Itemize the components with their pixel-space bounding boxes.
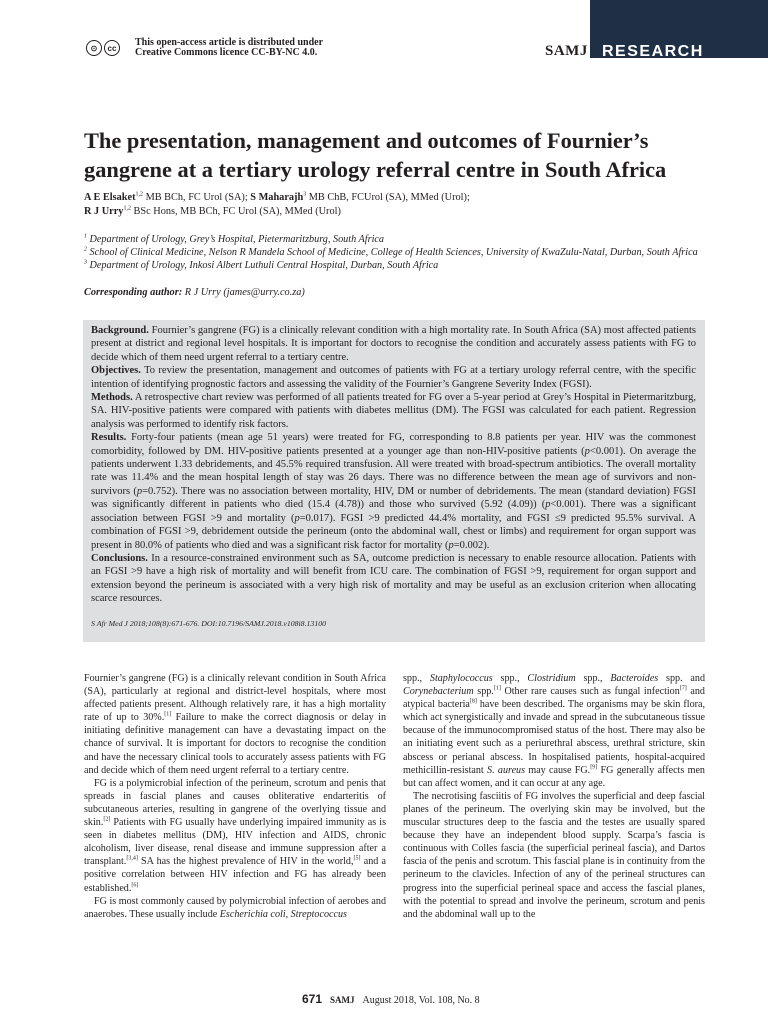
reference[interactable]: [2] <box>103 816 111 823</box>
corresponding-author <box>84 286 305 299</box>
text-run: and atypical bacteria <box>403 686 705 711</box>
reference[interactable]: [1] <box>164 711 172 718</box>
text-run: Fournier’s gangrene (FG) is a clinically relevant condition in South Africa (SA), particularly at regional and district-level hospitals, where most affected patients present. Although relatively rare, it has a high mortality rate of up to 30%. <box>84 673 386 724</box>
author-list <box>84 191 724 219</box>
text-run: may cause FG. <box>525 764 591 776</box>
abstract-heading: Methods. <box>91 392 133 404</box>
affiliation-number: 3 <box>84 259 87 266</box>
affiliation <box>84 246 724 259</box>
affiliation-text: Department of Urology, Grey’s Hospital, Pietermaritzburg, South Africa <box>87 234 385 245</box>
affiliation <box>84 259 724 272</box>
body-column-left <box>84 672 386 921</box>
affiliation-list <box>84 233 724 272</box>
journal-name: SAMJ <box>545 43 588 59</box>
species-name: Bacteroides <box>610 673 659 684</box>
text-run: spp., Staphylococcus <box>403 673 493 684</box>
text-run: spp., <box>575 673 611 684</box>
footer-issue: August 2018, Vol. 108, No. 8 <box>362 995 480 1006</box>
text-run: spp. and <box>658 673 705 684</box>
license-line-2: Creative Commons licence CC-BY-NC 4.0. <box>135 47 318 58</box>
abstract-conclusions <box>91 552 696 606</box>
affiliation-number: 1 <box>84 233 87 240</box>
affiliation <box>84 233 724 246</box>
text-run: FG is a polymicrobial infection of the perineum, scrotum and penis that spreads in fascial planes and causes obliterative endarteritis of subcutaneous arteries, resulting in gangrene of the overlying tissue and skin. <box>84 777 386 829</box>
abstract-heading: Background. <box>91 325 149 336</box>
abstract-body: Fournier’s gangrene (FG) is a clinically relevant condition with a high mortality rate. In South Africa (SA) most affected patients present at district and regional level hospitals. It is important for doctors to recognise the condition and accurately assess patients with FG to decide which of them need urgent referral to a tertiary centre. <box>91 325 696 363</box>
abstract-background <box>91 324 696 364</box>
page-number: 671 <box>302 992 323 1006</box>
text-run: Patients with FG usually have underlying impaired immunity as is seen in diabetes mellitus (DM), HIV infection and AIDS, chronic alcoholism, liver disease, renal disease and immune suppression after a transplant. <box>84 817 386 868</box>
reference[interactable]: [6] <box>131 882 139 889</box>
corresponding-label: Corresponding author: <box>84 287 183 298</box>
abstract-results <box>91 431 696 552</box>
reference[interactable]: [8] <box>469 698 477 705</box>
author-name: R J Urry <box>84 206 124 217</box>
affiliation-text: School of Clinical Medicine, Nelson R Mandela School of Medicine, College of Health Sciences, University of KwaZulu-Natal, Durban, South Africa <box>87 247 698 258</box>
reference[interactable]: [1] <box>493 685 501 692</box>
text-run: SA has the highest prevalence of HIV in the world, <box>137 856 354 868</box>
species-name: Clostridium <box>527 673 576 684</box>
license-icons <box>86 40 120 56</box>
text-run: Failure to make the correct diagnosis or delay in initiating definitive management can have a devastating impact on the chance of survival. It is important for doctors to recognise the condition and have the necessary clinical tools to accurately assess patients with FG and decide which of them need urgent referral to a tertiary centre. <box>84 712 386 776</box>
paragraph: The necrotising fasciitis of FG involves the superficial and deep fascial planes of the perineum. The overlying skin may be involved, but the muscular structures deep to the fascia and the testes are usually spared because they have an independent blood supply. Scarpa’s fascia is continuous with Colles fascia (the superficial perineal fascia), and Dartos fascia of the penis and scrotum. This fascial plane is in continuity from the perineum to the clavicles. Infection of any of the perineal structures can progress into the superficial perineal space and access the fascial planes, with the potential to spread and involve the perineum, scrotum and penis and the abdominal wall up to the <box>403 790 705 920</box>
abstract-body: To review the presentation, management and outcomes of patients with FG at a tertiary urology referral centre, with the specific intention of identifying prognostic factors and assessing the validity of the Fournier’s Gangrene Severity Index (FGSI). <box>91 365 696 390</box>
abstract-box <box>83 320 705 642</box>
paragraph <box>84 777 386 895</box>
abstract-heading: Objectives. <box>91 365 141 377</box>
affiliation-text: Department of Urology, Inkosi Albert Luthuli Central Hospital, Durban, South Africa <box>87 260 439 271</box>
abstract-body: Forty-four patients (mean age 51 years) were treated for FG, corresponding to 8.8 patients per year. HIV was the commonest comorbidity, followed by DM. HIV-positive patients presented at a younger age than non-HIV-positive patients (p<0.001). On average the patients underwent 1.33 debridements, and 45.5% required transfusion. All were treated with broad-spectrum antibiotics. The overall mortality rate was 11.4% and the mean hospital length of stay was 26 days. There was no difference between the mean age of survivors and non-survivors (p=0.752). There was no association between mortality, HIV, DM or number of debridements. The mean (standard deviation) FGSI was significantly different in patients who died (15.4 (4.78)) and those who survived (5.92 (4.09)) (p<0.001). There was a significant association between FGSI >9 and mortality (p=0.017). FGSI >9 predicted 44.4% mortality, and FGSI ≤9 predicted 95.5% survival. A combination of FGSI >9, debridement outside the perineum (onto the abdominal wall, chest or limbs) and requirement for organ support was present in 80.0% of patients who died and was a significant risk factor for mortality (p=0.002). <box>91 432 696 551</box>
abstract-text <box>91 324 696 606</box>
author-affil-ref: 1,2 <box>123 205 131 212</box>
abstract-methods <box>91 391 696 431</box>
section-label: RESEARCH <box>602 43 704 60</box>
corresponding-value: R J Urry (james@urry.co.za) <box>182 287 305 298</box>
author-name: S Maharajh <box>250 192 304 203</box>
footer-journal: SAMJ <box>330 995 355 1005</box>
license-line-1: This open-access article is distributed under <box>135 37 324 48</box>
paragraph <box>84 672 386 777</box>
text-run: FG is most commonly caused by polymicrobial infection of aerobes and anaerobes. These usually include <box>84 895 386 920</box>
open-access-icon: ⊙ <box>86 40 102 56</box>
license-notice <box>135 38 323 58</box>
text-run: spp., <box>492 673 528 684</box>
species-name: Escherichia coli, Streptococcus <box>219 908 347 920</box>
abstract-heading: Results. <box>91 432 127 444</box>
reference[interactable]: [3,4] <box>126 855 138 862</box>
author-name: A E Elsaket <box>84 192 136 203</box>
species-name: S. aureus <box>487 764 526 776</box>
article-title: The presentation, management and outcomes of Fournier’s gangrene at a tertiary urology referral centre in South Africa <box>84 128 667 182</box>
creative-commons-icon: cc <box>104 40 120 56</box>
abstract-body: In a resource-constrained environment such as SA, outcome prediction is necessary to enable resource allocation. Patients with an FGSI >9 have a high risk of mortality and will benefit from ICU care. The combination of FGSI >9, requirement for organ support and extension beyond the perineum is associated with a very high risk of mortality and may be useful as an exclusion criterion when allocating scarce resources. <box>91 552 696 605</box>
text-run: have been described. The organisms may be skin flora, which act synergistically and invade and spread in the subcutaneous tissue because of the immunocompromised status of the host. There may also be an initiating event such as a periurethral abscess, urethral stricture, skin abscess or perianal abscess. In hospitalised patients, hospital-acquired methicillin-resistant <box>403 699 705 776</box>
paragraph <box>403 672 705 790</box>
author-quals: MB ChB, FCUrol (SA), MMed (Urol); <box>306 192 470 203</box>
abstract-heading: Conclusions. <box>91 552 148 564</box>
species-name: Corynebacterium <box>403 686 474 698</box>
author-quals: BSc Hons, MB BCh, FC Urol (SA), MMed (Urol) <box>130 206 341 217</box>
body-column-right <box>403 672 705 921</box>
reference[interactable]: [5] <box>353 855 361 862</box>
abstract-body: A retrospective chart review was performed of all patients treated for FG over a 5-year period at Grey’s Hospital in Pietermaritzburg, SA. HIV-positive patients were compared with patients with diabetes mellitus (DM). The FGSI was calculated for each patient. Regression analysis was performed to identify risk factors. <box>91 392 696 430</box>
citation: S Afr Med J 2018;108(8):671-676. DOI:10.7196/SAMJ.2018.v108i8.13100 <box>91 619 327 628</box>
text-run: spp. <box>473 686 494 698</box>
paragraph <box>84 895 386 921</box>
section-banner <box>590 0 768 58</box>
author-quals: MB BCh, FC Urol (SA); <box>143 192 251 203</box>
reference[interactable]: [9] <box>590 764 598 771</box>
page-footer <box>302 992 480 1006</box>
author-affil-ref: 3 <box>303 191 307 198</box>
text-run: and a positive correlation between HIV infection and FG has already been established. <box>84 856 387 894</box>
reference[interactable]: [7] <box>679 685 687 692</box>
text-run: FG generally affects men but can affect women, and it can occur at any age. <box>403 764 705 789</box>
abstract-objectives <box>91 364 696 391</box>
author-affil-ref: 1,2 <box>135 191 143 198</box>
affiliation-number: 2 <box>84 246 87 253</box>
text-run: Other rare causes such as fungal infection <box>500 686 680 698</box>
